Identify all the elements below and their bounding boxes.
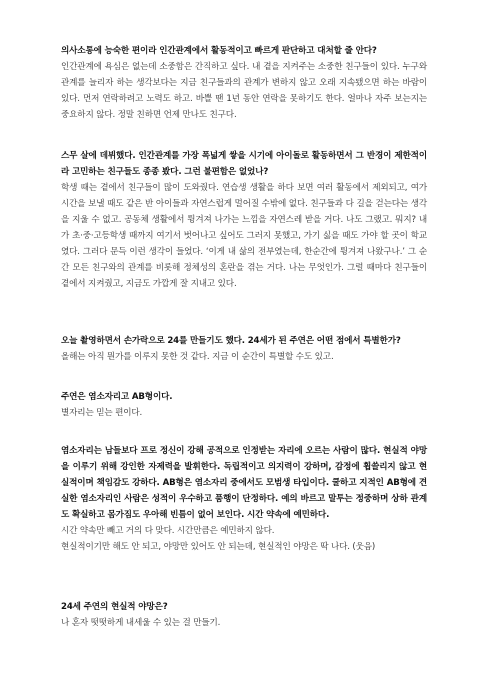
qa-section-capricorn	[61, 443, 427, 555]
interview-answer: 나 혼자 떳떳하게 내세울 수 있는 걸 만들기.	[61, 618, 221, 628]
qa-section-zodiac	[61, 389, 427, 421]
interview-question: 의사소통에 능숙한 편이라 인간관계에서 활동적이고 빠르게 판단하고 대처할 줄 안다?	[61, 46, 377, 56]
interview-answer: 올해는 아직 뭔가를 이루지 못한 것 같다. 지금 이 순간이 특별할 수도 있고.	[61, 352, 334, 362]
interview-question: 24세 주연의 현실적 야망은?	[61, 602, 168, 612]
qa-section-ambition	[61, 599, 427, 631]
interview-question: 염소자리는 남들보다 프로 정신이 강해 공적으로 인정받는 자리에 오르는 사람이 많다. 현실적 야망을 이루기 위해 강인한 자제력을 발휘한다. 독립적이고 의지력이 강하며, 감정에 휩쓸리지 않고 현실적이며 책임감도 강하다. AB형은 염소자리 중에서도 모범생 타입이다. 쿨하고 지적인 AB형에 견실한 염소자리인 사람은 성적이 우수하고 품행이 단정하다. 예의 바르고 말투는 정중하며 상하 관계도 확실하고 몸가짐도 우아해 빈틈이 없어 보인다. 시간 약속에 예민하다.	[61, 446, 427, 520]
qa-section-debut	[61, 148, 427, 292]
interview-question: 주연은 염소자리고 AB형이다.	[61, 392, 173, 402]
qa-section-24	[61, 333, 427, 365]
qa-section-communication	[61, 43, 427, 123]
interview-answer: 인간관계에 욕심은 없는데 소중함은 간직하고 싶다. 내 곁을 지켜주는 소중한 친구들이 있다. 누구와 관계를 늘리자 하는 생각보다는 지금 친구들과의 관계가 변하지 않고 오래 지속됐으면 하는 바람이 있다. 먼저 연락하려고 노력도 하고. 바쁠 땐 1년 동안 연락을 못하기도 한다. 얼마나 자주 보는지는 중요하지 않다. 정말 친하면 언제 만나도 친구다.	[61, 62, 427, 120]
interview-answer: 학생 때는 곁에서 친구들이 많이 도와줬다. 연습생 생활을 하다 보면 여러 활동에서 제외되고, 여가 시간을 보낼 때도 같은 반 아이들과 자연스럽게 멀어질 수밖에 없다. 친구들과 다 길을 걷는다는 생각을 지울 수 없고. 공동체 생활에서 튕겨져 나가는 느낌을 자연스레 받을 거다. 나도 그랬고. 뭐지? 내가 초·중·고등학생 때까지 여기서 벗어나고 싶어도 그러지 못했고, 가기 싫을 때도 가야 할 곳이 학교였다. 그러다 문득 이런 생각이 들었다. ‘이게 내 삶의 전부였는데, 한순간에 튕겨져 나왔구나.’ 그 순간 모든 친구와의 관계를 비롯해 정체성의 혼란을 겪는 거다. 나는 무엇인가. 그럴 때마다 친구들이 곁에서 지켜줬고, 지금도 가깝게 잘 지내고 있다.	[61, 183, 427, 289]
interview-question: 오늘 촬영하면서 손가락으로 24를 만들기도 했다. 24세가 된 주연은 어떤 점에서 특별한가?	[61, 336, 401, 346]
interview-question: 스무 살에 데뷔했다. 인간관계를 가장 폭넓게 쌓을 시기에 아이돌로 활동하면서 그 반경이 제한적이라 고민하는 친구들도 종종 봤다. 그런 불편함은 없었나?	[61, 151, 427, 177]
interview-answer: 별자리는 믿는 편이다.	[61, 408, 143, 418]
interview-answer: 시간 약속만 빼고 거의 다 맞다. 시간만큼은 예민하지 않다. 현실적이기만 해도 안 되고, 야망만 있어도 안 되는데, 현실적인 야망은 딱 나다. (웃음)	[61, 526, 376, 552]
